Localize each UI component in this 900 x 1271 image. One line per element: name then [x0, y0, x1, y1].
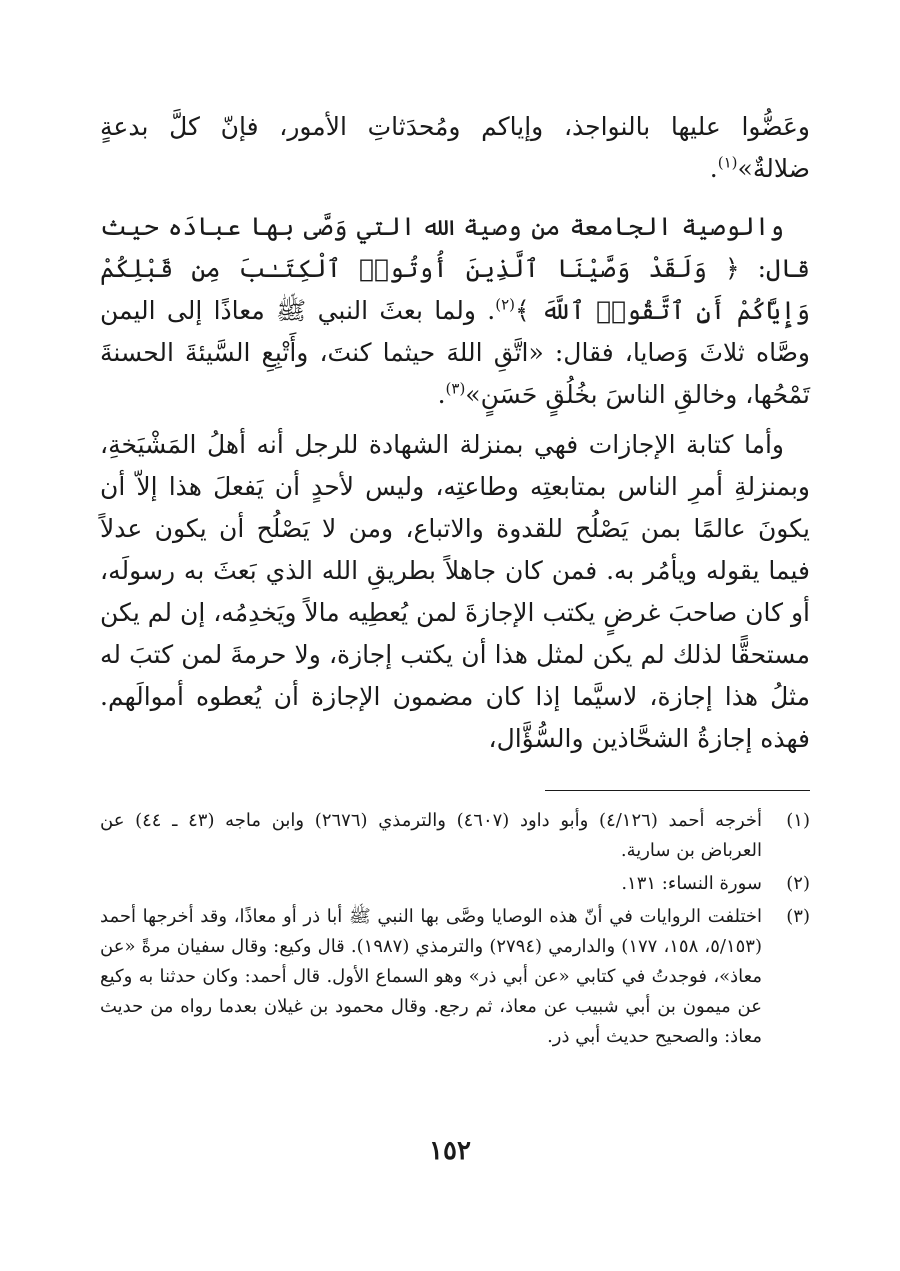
footnote-text: سورة النساء: ١٣١.: [621, 873, 762, 894]
footnote-text: أخرجه أحمد (٤/١٢٦) وأبو داود (٤٦٠٧) والترمذي (٢٦٧٦) وابن ماجه (٤٣ ـ ٤٤) عن العرباض بن سارية.: [100, 810, 763, 861]
footnote-number: (٣): [786, 906, 810, 927]
footnote-item: [100, 902, 810, 1052]
footnote-number: (١): [786, 810, 810, 831]
paragraph-text-tail: .: [709, 154, 718, 183]
paragraph-text-middle: . ولما بعثَ النبي ﷺ معاذًا إلى اليمن وصَّاه ثلاثَ وَصايا، فقال: «اتَّقِ اللهَ حيثما كنتَ، وأَتْبِعِ السَّيئةَ الحسنةَ تَمْحُها، وخالقِ الناسَ بخُلُقٍ حَسَنٍ»: [100, 296, 810, 409]
paragraph-text: وأما كتابة الإجازات فهي بمنزلة الشهادة للرجل أنه أهلُ المَشْيَخةِ، وبمنزلةِ أمرِ الناس بمتابعتِه وطاعتِه، وليس لأحدٍ أن يَفعلَ هذا إلاّ أن يكونَ عالمًا بمن يَصْلُح للقدوة والاتباع، ومن لا يَصْلُح أن يكون عدلاً فيما يقوله ويأمُر به. فمن كان جاهلاً بطريقِ الله الذي بَعثَ به رسولَه، أو كان صاحبَ غرضٍ يكتب الإجازةَ لمن يُعطِيه مالاً ويَخدِمُه، إن لم يكن مستحقًّا لذلك لم يكن لمثل هذا أن يكتب إجازة، ولا حرمةَ لمن كتبَ له مثلُ هذا إجازة، لاسيَّما إذا كان مضمون الإجازة أن يُعطوه أموالَهم. فهذه إجازةُ الشحَّاذين والسُّؤَّال،: [100, 430, 810, 753]
page-number: ١٥٢: [429, 1136, 471, 1166]
paragraph-wasiyya: [100, 206, 810, 416]
footnote-ref-1[interactable]: (١): [717, 153, 738, 172]
paragraph-hadith-end: [100, 106, 810, 190]
footnote-divider: [545, 790, 810, 791]
paragraph-text: والوصية الجامعة من وصية الله التي وَصَّى بها عبادَه حيث قال: ﴿ وَلَقَدْ وَصَّيْنَا ٱلَّذِينَ أُوتُوا۟ ٱلْكِتَـٰبَ مِن قَبْلِكُمْ وَإِيَّاكُمْ أَنِ ٱتَّقُوا۟ ٱللَّهَ ﴾: [100, 212, 810, 325]
footnote-ref-2[interactable]: (٢): [495, 295, 516, 314]
footnote-item: [100, 806, 810, 866]
footnotes-section: [100, 806, 810, 1055]
footnote-ref-3[interactable]: (٣): [445, 379, 466, 398]
footnote-text: اختلفت الروايات في أنّ هذه الوصايا وصَّى بها النبي ﷺ أبا ذر أو معاذًا، وقد أخرجها أحمد (٥/١٥٣، ١٥٨، ١٧٧) والدارمي (٢٧٩٤) والترمذي (١٩٨٧). قال وكيع: وقال سفيان مرةً «عن معاذ»، فوجدتُ في كتابي «عن أبي ذر» وهو السماع الأول. قال أحمد: وكان حدثنا به وكيع عن ميمون بن أبي شبيب عن معاذ، ثم رجع. وقال محمود بن غيلان بعدما رواه من حديث معاذ: والصحيح حديث أبي ذر.: [100, 906, 762, 1047]
paragraph-text-tail: .: [437, 380, 446, 409]
paragraph-text: وعَضُّوا عليها بالنواجذ، وإياكم ومُحدَثاتِ الأمور، فإنّ كلَّ بدعةٍ ضلالةٌ»: [100, 112, 810, 183]
paragraph-ijazat: [100, 424, 810, 760]
footnote-item: [100, 869, 810, 899]
footnote-number: (٢): [786, 873, 810, 894]
